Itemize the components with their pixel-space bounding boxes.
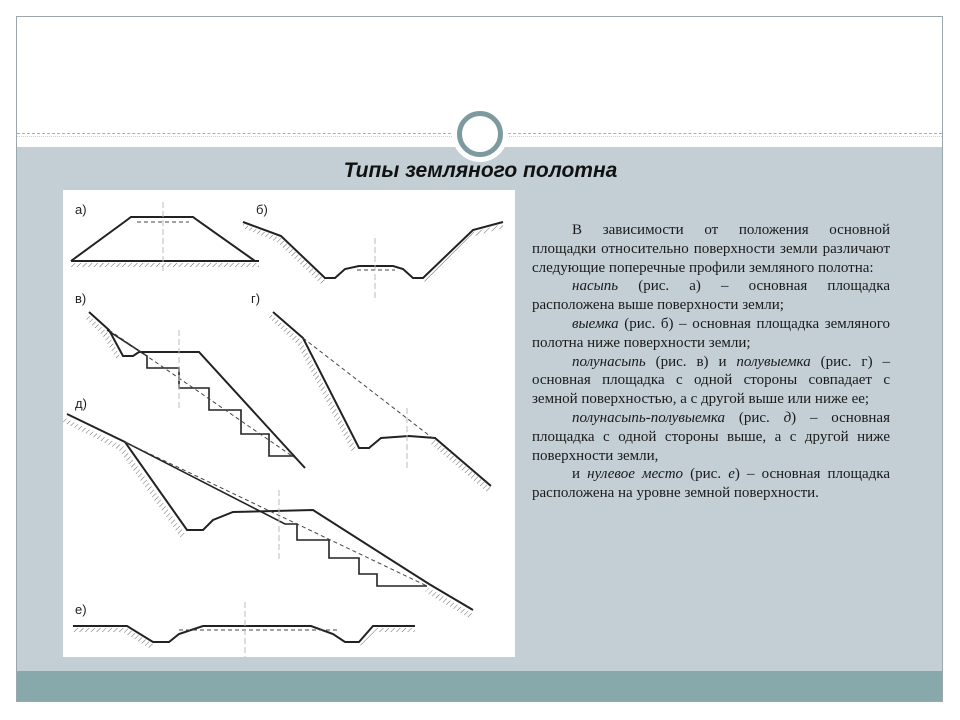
profile-b-cutting (243, 202, 503, 298)
profile-e-zero-place (73, 602, 415, 657)
term-half-cutting: полувыемка (736, 353, 811, 370)
term-cutting: выемка (572, 315, 619, 332)
earthwork-profiles-figure (63, 190, 515, 657)
label-b: б) (256, 202, 268, 217)
circle-ornament (452, 106, 508, 162)
label-a: а) (75, 202, 87, 217)
footer-band (17, 671, 942, 702)
paragraph-half-embankment-half-cutting: полунасыпь-полувыемка (рис. д) – основная площадка с одной стороны выше, а с другой ниже поверхности земли, (532, 409, 890, 464)
body-text (532, 221, 890, 503)
paragraph-cutting: выемка (рис. б) – основная площадка земляного полотна ниже поверхности земли; (532, 315, 890, 351)
paragraph-half-embankment: полунасыпь (рис. в) и полувыемка (рис. г) – основная площадка с одной стороны совпадает с земной поверхностью, а с другой выше или ниже ее; (532, 353, 890, 408)
profile-g-half-cutting (251, 291, 491, 492)
term-half-embankment: полунасыпь (572, 353, 646, 370)
term-embankment: насыпь (572, 278, 619, 295)
term-zero-place: нулевое место (587, 466, 684, 483)
profile-a-embankment (71, 202, 259, 274)
slide (16, 16, 943, 702)
paragraph-zero-place: и нулевое место (рис. е) – основная площадка расположена на уровне земной поверхности. (532, 466, 891, 502)
paragraph-intro: В зависимости от положения основной площадки относительно поверхности земли различают следующие поперечные профили земляного полотна: (532, 222, 890, 276)
label-g: г) (251, 291, 261, 306)
slide-title: Типы земляного полотна (343, 159, 618, 182)
term-half-embankment-half-cutting: полунасыпь-полувыемка (572, 409, 726, 426)
paragraph-embankment: насыпь (рис. а) – основная площадка расположена выше поверхности земли; (532, 278, 890, 314)
profile-d-half-embankment-half-cutting (63, 396, 473, 618)
label-d: д) (75, 396, 87, 411)
label-e: е) (75, 602, 87, 617)
label-v: в) (75, 291, 87, 306)
